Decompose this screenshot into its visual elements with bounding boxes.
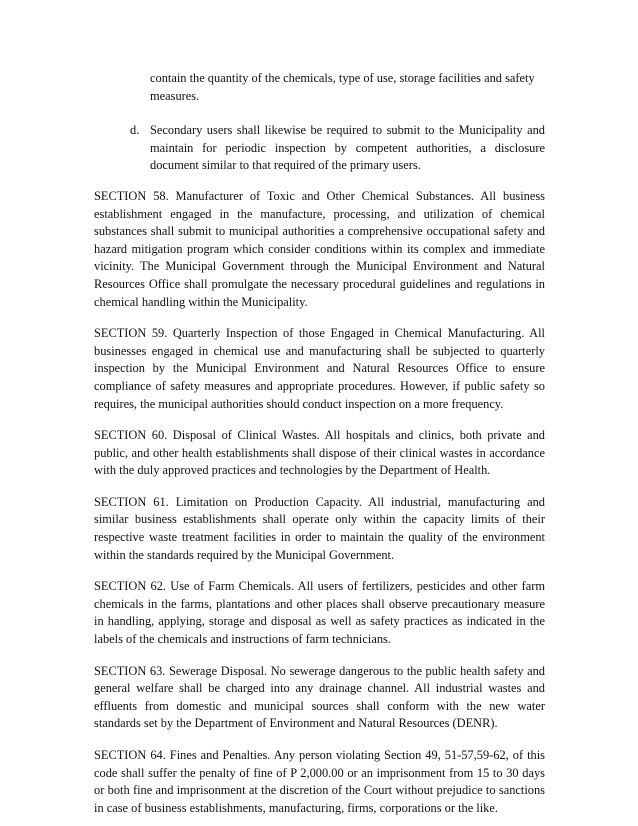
list-item-continuation: contain the quantity of the chemicals, type of use, storage facilities and safety measures. [150, 71, 535, 103]
section-61: SECTION 61. Limitation on Production Capacity. All industrial, manufacturing and similar business establishments shall operate only within the capacity limits of their respective waste treatment facilities in order to maintain the quality of the environment within the standards required by the Municipal Government. [94, 494, 545, 562]
section-60: SECTION 60. Disposal of Clinical Wastes. All hospitals and clinics, both private and public, and other health establishments shall dispose of their clinical wastes in accordance with the duly approved practices and technologies by the Department of Health. [94, 428, 545, 478]
list-item-letter: d. [130, 123, 140, 138]
list-item-d [130, 122, 545, 175]
section-63: SECTION 63. Sewerage Disposal. No sewerage dangerous to the public health safety and general welfare shall be charged into any drainage channel. All industrial wastes and effluents from domestic and municipal sources shall conform with the new water standards set by the Department of Environment and Natural Resources (DENR). [94, 663, 545, 731]
section-62: SECTION 62. Use of Farm Chemicals. All users of fertilizers, pesticides and other farm chemicals in the farms, plantations and other places shall observe precautionary measure in handling, applying, storage and disposal as well as safety practices as indicated in the labels of the chemicals and instructions of farm technicians. [94, 579, 545, 647]
document-page [94, 70, 545, 817]
section-58: SECTION 58. Manufacturer of Toxic and Other Chemical Substances. All business establishment engaged in the manufacture, processing, and utilization of chemical substances shall submit to municipal authorities a comprehensive occupational safety and hazard mitigation program which consider conditions within its complex and immediate vicinity. The Municipal Government through the Municipal Environment and Natural Resources Office shall promulgate the necessary procedural guidelines and regulations in chemical handling within the Municipality. [94, 188, 545, 309]
list-item-text: Secondary users shall likewise be required to submit to the Municipality and maintain for periodic inspection by competent authorities, a disclosure document similar to that required of the primary users. [150, 123, 545, 173]
section-64: SECTION 64. Fines and Penalties. Any person violating Section 49, 51-57,59-62, of this code shall suffer the penalty of fine of P 2,000.00 or an imprisonment from 15 to 30 days or both fine and imprisonment at the discretion of the Court without prejudice to sanctions in case of business establishments, manufacturing, firms, corporations or the like. [94, 748, 545, 815]
section-59: SECTION 59. Quarterly Inspection of those Engaged in Chemical Manufacturing. All businesses engaged in chemical use and manufacturing shall be subjected to quarterly inspection by the Municipal Environment and Natural Resources Office to ensure compliance of safety measures and appropriate procedures. However, if public safety so requires, the municipal authorities should conduct inspection on a more frequency. [94, 326, 545, 411]
